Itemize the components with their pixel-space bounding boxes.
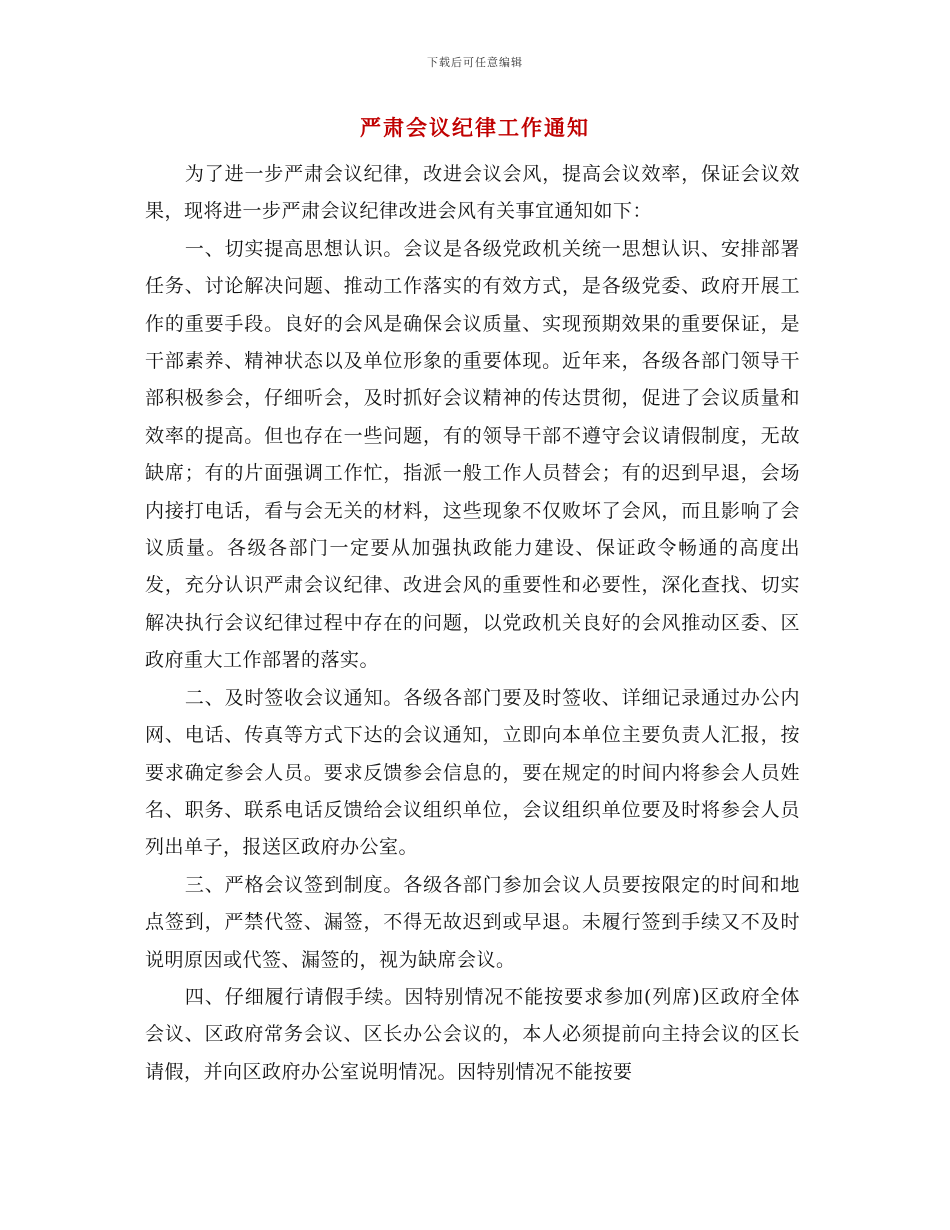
document-title: 严肃会议纪律工作通知 bbox=[360, 115, 590, 140]
paragraph-section-1: 一、切实提高思想认识。会议是各级党政机关统一思想认识、安排部署任务、讨论解决问题、推动工作落实的有效方式，是各级党委、政府开展工作的重要手段。良好的会风是确保会议质量、实现预期效果的重要保证，是干部素养、精神状态以及单位形象的重要体现。近年来，各级各部门领导干部积极参会，仔细听会，及时抓好会议精神的传达贯彻，促进了会议质量和效率的提高。但也存在一些问题，有的领导干部不遵守会议请假制度，无故缺席；有的片面强调工作忙，指派一般工作人员替会；有的迟到早退，会场内接打电话，看与会无关的材料，这些现象不仅败坏了会风，而且影响了会议质量。各级各部门一定要从加强执政能力建设、保证政令畅通的高度出发，充分认识严肃会议纪律、改进会风的重要性和必要性，深化查找、切实解决执行会议纪律过程中存在的问题，以党政机关良好的会风推动区委、区政府重大工作部署的落实。 bbox=[145, 237, 800, 672]
paragraph-section-2: 二、及时签收会议通知。各级各部门要及时签收、详细记录通过办公内网、电话、传真等方式下达的会议通知，立即向本单位主要负责人汇报，按要求确定参会人员。要求反馈参会信息的，要在规定的时间内将参会人员姓名、职务、联系电话反馈给会议组织单位，会议组织单位要及时将参会人员列出单子，报送区政府办公室。 bbox=[145, 686, 800, 859]
paragraph-section-4: 四、仔细履行请假手续。因特别情况不能按要求参加(列席)区政府全体会议、区政府常务会议、区长办公会议的，本人必须提前向主持会议的区长请假，并向区政府办公室说明情况。因特别情况不能按要 bbox=[145, 985, 800, 1083]
document-body bbox=[145, 156, 800, 1091]
paragraph-intro: 为了进一步严肃会议纪律，改进会议会风，提高会议效率，保证会议效果，现将进一步严肃会议纪律改进会风有关事宜通知如下： bbox=[145, 163, 800, 223]
page-header-note: 下载后可任意编辑 bbox=[427, 56, 523, 69]
paragraph-section-3: 三、严格会议签到制度。各级各部门参加会议人员要按限定的时间和地点签到，严禁代签、漏签，不得无故迟到或早退。未履行签到手续又不及时说明原因或代签、漏签的，视为缺席会议。 bbox=[145, 873, 800, 971]
